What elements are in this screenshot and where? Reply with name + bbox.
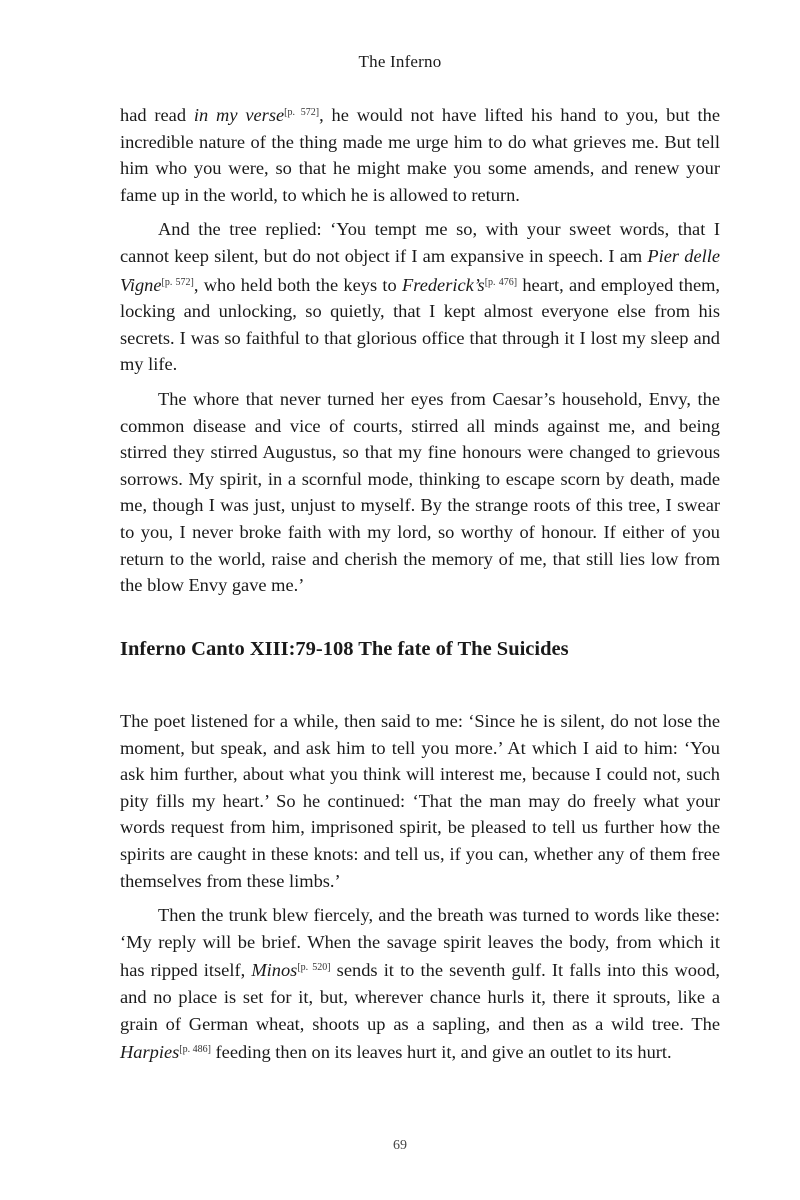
italic-name: Harpies [120,1042,180,1063]
text-run: The whore that never turned her eyes from Caesar’s household, Envy, the common disease and vice of courts, stirred all minds against me, and being stirred they stirred Augustus, so that my fine honours were changed to grievous sorrows. My spirit, in a scornful mode, thinking to escape scorn by death, made me, though I was just, unjust to myself. By the strange roots of this tree, I swear to you, I never broke faith with my lord, so worthy of honour. If either of you return to the world, raise and cherish the memory of me, that still lies low from the blow Envy gave me.’ [120,388,720,596]
text-run: heart, and employed them, locking and unlocking, so quietly, that I kept almost everyone else from his secrets. I was so faithful to that glorious office that through it I lost my sleep and my life. [120,274,721,375]
paragraph [120,386,720,599]
text-run: , who held both the keys to [193,274,402,295]
text-run: And the tree replied: ‘You tempt me so, with your sweet words, that I cannot keep silent, but do not object if I am expansive in speech. I am [120,219,720,266]
italic-name: Pier delle Vigne [120,245,720,295]
section-heading: Inferno Canto XIII:79-108 The fate of The Suicides [120,638,569,660]
text-run: had read [120,105,194,125]
italic-phrase: in my verse [193,105,285,125]
text-run: Then the trunk blew fiercely, and the breath was turned to words like these: ‘My reply will be brief. When the savage spirit leaves the body, from which it has ripped itself, [120,905,720,981]
paragraph [120,216,720,378]
text-block-suicides [120,708,720,1074]
paragraph [120,708,720,894]
italic-name: Minos [251,960,298,981]
page-reference-link[interactable]: [p. 572] [161,276,194,288]
text-run: sends it to the seventh gulf. It falls into this wood, and no place is set for it, but, wherever chance hurls it, there it sprouts, like a grain of German wheat, shoots up as a sapling, and then as a wild tree. The [120,960,720,1034]
page-reference-link[interactable]: [p. 486] [179,1044,211,1056]
running-head: The Inferno [358,52,442,71]
page-reference-link[interactable]: [p. 520] [297,962,331,974]
page-reference-link[interactable]: [p. 572] [284,107,320,118]
text-block-dialogue [120,100,720,607]
italic-name: Frederick’s [401,274,485,295]
text-run: The poet listened for a while, then said to me: ‘Since he is silent, do not lose the moment, but speak, and ask him to tell you more.’ At which I aid to him: ‘You ask him further, about what you think will interest me, because I could not, such pity fills my heart.’ So he continued: ‘That the man may do freely what your words request from him, imprisoned spirit, be pleased to tell us further how the spirits are caught in these knots: and tell us, if you can, whether any of them free themselves from these limbs.’ [120,711,720,891]
text-run: , he would not have lifted his hand to you, but the incredible nature of the thing made me urge him to do what grieves me. But tell him who you were, so that he might make you some amends, and renew your fame up in the world, to which he is allowed to return. [120,105,720,205]
page-reference-link[interactable]: [p. 476] [484,276,518,288]
paragraph [120,902,720,1066]
text-run: feeding then on its leaves hurt it, and give an outlet to its hurt. [210,1042,672,1063]
paragraph [120,100,720,208]
page-number: 69 [393,1138,407,1153]
